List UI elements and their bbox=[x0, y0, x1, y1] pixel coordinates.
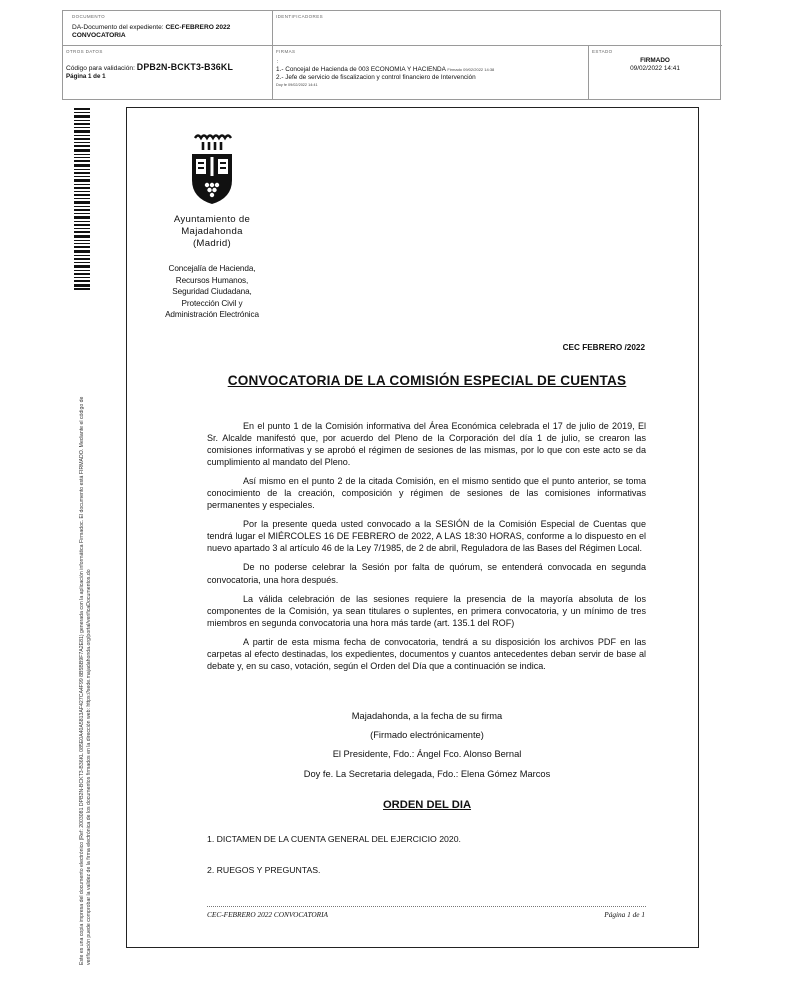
paragraph: Por la presente queda usted convocado a la SESIÓN de la Comisión Especial de Cuentas que tendrá lugar el MIÉRCOLES 16 DE FEBRERO de 2022, A LAS 18:30 HORAS, conforme a lo dispuesto en el nuevo apartado 3 al artículo 46 de la Ley 7/1985, de 2 de abril, Reguladora de las Bases del Régimen Local. bbox=[207, 519, 646, 554]
otros-datos-cell bbox=[63, 46, 273, 100]
ayto-line-1: Ayuntamiento de bbox=[173, 214, 251, 225]
ayuntamiento-name bbox=[127, 214, 297, 250]
place-date-line: Majadahonda, a la fecha de su firma bbox=[351, 711, 503, 721]
footer-document-name: CEC-FEBRERO 2022 CONVOCATORIA bbox=[207, 910, 328, 919]
orden-item: 2. RUEGOS Y PREGUNTAS. bbox=[207, 865, 321, 875]
page-count: Página 1 de 1 bbox=[66, 73, 106, 80]
orden-del-dia-title: ORDEN DEL DIA bbox=[382, 799, 472, 811]
document-reference: CEC FEBRERO /2022 bbox=[562, 343, 645, 352]
identificadores-cell bbox=[273, 11, 722, 46]
expediente-prefix: DA-Documento del expediente: bbox=[72, 24, 164, 31]
firma-2-date: Doy fe 09/02/2022 14:41 bbox=[276, 83, 318, 87]
verification-note-line-1: Este es una copia impresa del documento electrónico (Ref: 2003081 DPB2N-BCKT3-B36KL 085E0A40A5813AF427CA4F99 8B5BB9F7A2E81) generada con la aplicación informática Firmadoc. El documento está FIRMADO. Mediante el código de bbox=[79, 396, 85, 965]
paragraph: La válida celebración de las sesiones requiere la presencia de la mayoría absoluta de los componentes de la Comisión, ya sean titulares o suplentes, en primera convocatoria, y un mínimo de tres miembros en segunda convocatoria una hora más tarde (art. 135.1 del ROF) bbox=[207, 593, 646, 628]
firma-2: 2.- Jefe de servicio de fiscalizacion y control financiero de Intervención bbox=[276, 74, 476, 81]
conc-line-2: Recursos Humanos, bbox=[175, 275, 249, 285]
identificadores-label: IDENTIFICADORES bbox=[276, 14, 324, 19]
documento-cell bbox=[63, 11, 273, 46]
secretaria-signature: Doy fe. La Secretaria delegada, Fdo.: Elena Gómez Marcos bbox=[303, 769, 551, 779]
presidente-signature: El Presidente, Fdo.: Ángel Fco. Alonso Bernal bbox=[332, 749, 522, 759]
conc-line-3: Seguridad Ciudadana, bbox=[172, 287, 252, 297]
signed-electronically-line: (Firmado electrónicamente) bbox=[370, 730, 484, 740]
firma-1 bbox=[276, 66, 494, 73]
estado-value: FIRMADO bbox=[640, 57, 670, 64]
conc-line-5: Administración Electrónica bbox=[165, 310, 259, 320]
documento-type: CONVOCATORIA bbox=[72, 32, 126, 39]
estado-date: 09/02/2022 14:41 bbox=[630, 65, 680, 72]
conc-line-4: Protección Civil y bbox=[181, 298, 243, 308]
paragraph: De no poderse celebrar la Sesión por falta de quórum, se entenderá convocada en segunda convocatoria, una hora después. bbox=[207, 562, 646, 585]
document-body bbox=[207, 420, 646, 679]
paragraph: A partir de esta misma fecha de convocatoria, tendrá a su disposición los archivos PDF en las carpetas al efecto destinadas, los expedientes, documentos y cuantos antecedentes deban servir de base al debate y, en su caso, votación, según el Orden del Día que a continuación se indica. bbox=[207, 636, 646, 671]
otros-datos-label: OTROS DATOS bbox=[66, 49, 103, 54]
document-metadata-header bbox=[62, 10, 721, 100]
orden-item: 1. DICTAMEN DE LA CUENTA GENERAL DEL EJERCICIO 2020. bbox=[207, 834, 461, 844]
firmas-colon: : bbox=[277, 59, 279, 65]
expediente-value: CEC-FEBRERO 2022 bbox=[165, 24, 231, 31]
paragraph: Así mismo en el punto 2 de la citada Comisión, en el mismo sentido que el punto anterior, se toma conocimiento de la creación, composición y régimen de sesiones de las comisiones informativas permanentes y especiales. bbox=[207, 476, 646, 511]
document-page bbox=[126, 107, 699, 948]
barcode bbox=[74, 108, 90, 290]
paragraph: En el punto 1 de la Comisión informativa del Área Económica celebrada el 17 de julio de 2019, El Sr. Alcalde manifestó que, por acuerdo del Pleno de la Corporación del día 1 de julio, se crearon las comisiones informativas y se aprobó el régimen de sesiones de las mismas, por lo que con este acto se da cumplimiento al mandato del Pleno. bbox=[207, 421, 646, 468]
validation-line bbox=[66, 62, 233, 72]
validation-prefix: Código para validación: bbox=[66, 65, 135, 72]
conc-line-1: Concejalía de Hacienda, bbox=[168, 264, 256, 273]
ayto-line-2: Majadahonda bbox=[181, 226, 243, 237]
documento-label: DOCUMENTO bbox=[72, 14, 106, 19]
majadahonda-coat-of-arms-logo bbox=[189, 132, 235, 206]
verification-note-line-2: verificación puede comprobar la validez de la firma electrónica de los documentos firmados en la dirección web: https://sede.majadahonda.org/portal/verificaDocumentos.do bbox=[86, 569, 92, 965]
validation-code: DPB2N-BCKT3-B36KL bbox=[136, 62, 234, 72]
footer-divider bbox=[207, 906, 646, 907]
firma-1-text: 1.- Concejal de Hacienda de 003 ECONOMIA Y HACIENDA bbox=[276, 66, 446, 73]
firmas-cell bbox=[273, 46, 589, 100]
firma-1-date: Firmado 09/02/2022 14:38 bbox=[447, 67, 495, 72]
ayto-line-3: (Madrid) bbox=[192, 238, 232, 249]
estado-label: ESTADO bbox=[592, 49, 613, 54]
firmas-label: FIRMAS bbox=[276, 49, 296, 54]
concejalia-name bbox=[127, 263, 297, 321]
document-title: CONVOCATORIA DE LA COMISIÓN ESPECIAL DE CUENTAS bbox=[227, 373, 627, 388]
footer-page-number: Página 1 de 1 bbox=[604, 910, 645, 919]
estado-cell bbox=[589, 46, 722, 100]
expediente-line bbox=[72, 24, 230, 31]
